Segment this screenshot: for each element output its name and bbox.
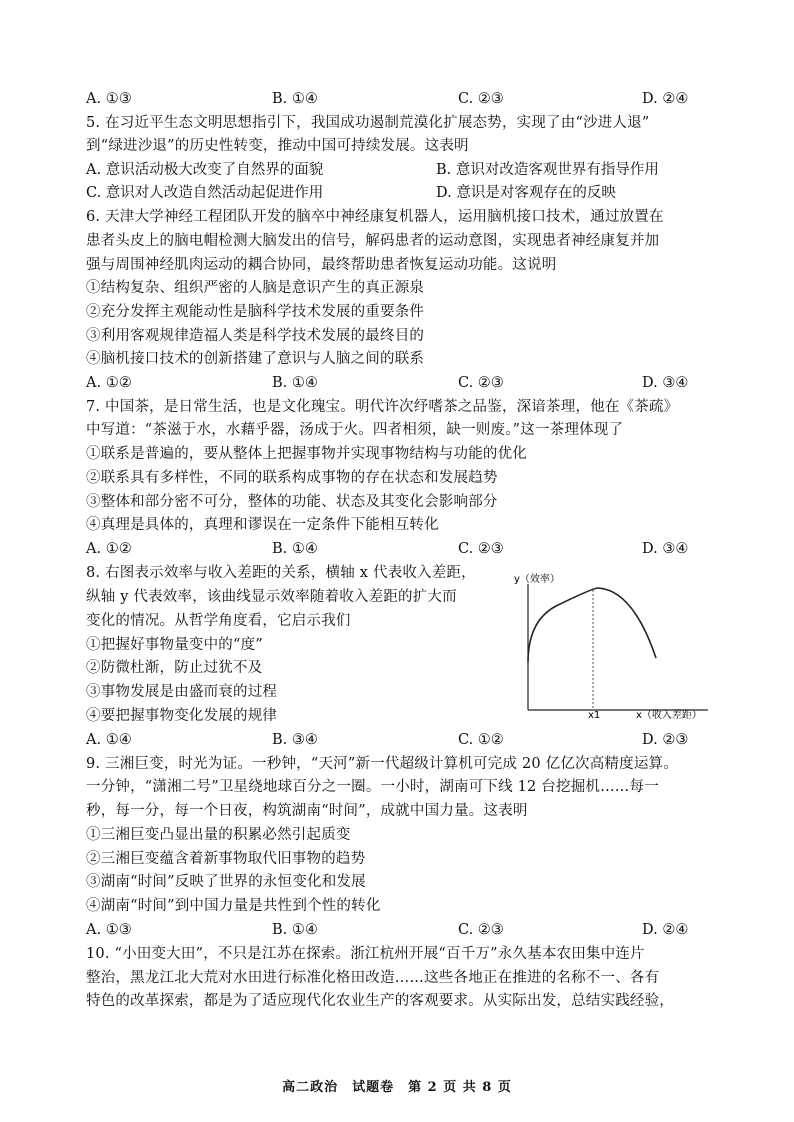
q7-option-b[interactable]: B. ①④: [272, 541, 318, 557]
y-axis-label: y（效率）: [514, 574, 560, 585]
q8-option-b[interactable]: B. ③④: [272, 732, 318, 748]
q5-option-a[interactable]: A. 意识活动极大改变了自然界的面貌: [86, 162, 324, 178]
q4-options: [86, 88, 726, 110]
q6-option-a[interactable]: A. ①②: [86, 375, 132, 391]
q7-item: ①联系是普遍的，要从整体上把握事物并实现事物结构与功能的优化: [86, 446, 527, 462]
q6-stem-line: 6. 天津大学神经工程团队开发的脑卒中神经康复机器人，运用脑机接口技术，通过放置在: [86, 209, 664, 225]
x-axis-label: x（收入差距）: [636, 710, 702, 721]
q10-stem-line: 特色的改革探索，都是为了适应现代化农业生产的客观要求。从实际出发，总结实践经验，: [86, 993, 674, 1009]
q9-item: ②三湘巨变蕴含着新事物取代旧事物的趋势: [86, 851, 366, 867]
q9-stem-line: 9. 三湘巨变，时光为证。一秒钟，“天河”新一代超级计算机可完成 20 亿亿次高精度运算。: [86, 756, 678, 772]
q4-option-d[interactable]: D. ②④: [642, 91, 689, 107]
q9-item: ④湖南“时间”到中国力量是共性到个性的转化: [86, 898, 381, 914]
q9-option-d[interactable]: D. ②④: [642, 922, 689, 938]
q7-stem-line: 中写道：“茶滋于水，水藉乎器，汤成于火。四者相须，缺一则废。”这一茶理体现了: [86, 422, 624, 438]
q7-option-c[interactable]: C. ②③: [458, 541, 504, 557]
q8-option-d[interactable]: D. ②③: [642, 732, 689, 748]
q9-stem-line: 一分钟，“潇湘二号”卫星绕地球百分之一圈。一小时，湖南可下线 12 台挖掘机……每一: [86, 779, 659, 795]
q5-option-b[interactable]: B. 意识对改造客观世界有指导作用: [436, 162, 659, 178]
q8-stem-line: 8. 右图表示效率与收入差距的关系，横轴 x 代表收入差距，: [86, 565, 476, 581]
q5-stem-line: 5. 在习近平生态文明思想指引下，我国成功遏制荒漠化扩展态势，实现了由“沙进人退”: [86, 115, 650, 131]
q9-option-a[interactable]: A. ①③: [86, 922, 132, 938]
q7-option-d[interactable]: D. ③④: [642, 541, 689, 557]
q8-item: ①把握好事物量变中的“度”: [86, 637, 263, 653]
q7-options: [86, 538, 726, 560]
q8-options: [86, 729, 726, 751]
q9-option-b[interactable]: B. ①④: [272, 922, 318, 938]
q10-stem-line: 整治，黑龙江北大荒对水田进行标准化格田改造……这些各地正在推进的名称不一、各有: [86, 970, 660, 986]
q6-stem-line: 患者头皮上的脑电帽检测大脑发出的信号，解码患者的运动意图，实现患者神经康复并加: [86, 233, 660, 249]
efficiency-income-chart: [508, 566, 718, 726]
q7-item: ②联系具有多样性，不同的联系构成事物的存在状态和发展趋势: [86, 470, 498, 486]
q8-item: ②防微杜渐，防止过犹不及: [86, 660, 263, 676]
q6-option-d[interactable]: D. ③④: [642, 375, 689, 391]
q4-option-b[interactable]: B. ①④: [272, 91, 318, 107]
q7-item: ④真理是具体的，真理和谬误在一定条件下能相互转化: [86, 517, 439, 533]
q5-options-row1: [86, 159, 726, 181]
q6-item: ①结构复杂、组织严密的人脑是意识产生的真正源泉: [86, 280, 425, 296]
page-footer: 高二政治 试题卷 第 2 页 共 8 页: [282, 1080, 512, 1095]
q6-item: ④脑机接口技术的创新搭建了意识与人脑之间的联系: [86, 351, 425, 367]
q9-options: [86, 919, 726, 941]
q5-option-c[interactable]: C. 意识对人改造自然活动起促进作用: [86, 185, 324, 201]
q9-item: ①三湘巨变凸显出量的积累必然引起质变: [86, 827, 351, 843]
q5-options-row2: [86, 182, 726, 204]
q6-stem-line: 强与周围神经肌肉运动的耦合协同，最终帮助患者恢复运动功能。这说明: [86, 257, 557, 273]
q8-stem-line: 变化的情况。从哲学角度看，它启示我们: [86, 613, 351, 629]
q7-stem-line: 7. 中国茶，是日常生活，也是文化瑰宝。明代许次纾嗜茶之品鉴，深谙茶理，他在《茶疏》: [86, 399, 679, 415]
x-tick-label: x1: [588, 710, 601, 721]
q9-stem-line: 秒，每一分，每一个日夜，构筑湖南“时间”，成就中国力量。这表明: [86, 803, 528, 819]
q7-option-a[interactable]: A. ①②: [86, 541, 132, 557]
q5-option-d[interactable]: D. 意识是对客观存在的反映: [436, 185, 616, 201]
q8-option-c[interactable]: C. ①②: [458, 732, 504, 748]
q10-stem-line: 10. “小田变大田”，不只是江苏在探索。浙江杭州开展“百千万”永久基本农田集中连片: [86, 946, 645, 962]
q8-stem-line: 纵轴 y 代表效率，该曲线显示效率随着收入差距的扩大而: [86, 589, 457, 605]
q8-item: ④要把握事物变化发展的规律: [86, 708, 278, 724]
efficiency-curve: [528, 588, 656, 662]
q8-option-a[interactable]: A. ①④: [86, 732, 132, 748]
q6-item: ③利用客观规律造福人类是科学技术发展的最终目的: [86, 328, 425, 344]
q4-option-a[interactable]: A. ①③: [86, 91, 132, 107]
q9-item: ③湖南“时间”反映了世界的永恒变化和发展: [86, 874, 366, 890]
q6-options: [86, 372, 726, 394]
q8-item: ③事物发展是由盛而衰的过程: [86, 684, 278, 700]
q5-stem-line: 到“绿进沙退”的历史性转变，推动中国可持续发展。这表明: [86, 138, 469, 154]
q4-option-c[interactable]: C. ②③: [458, 91, 504, 107]
q6-option-c[interactable]: C. ②③: [458, 375, 504, 391]
q6-option-b[interactable]: B. ①④: [272, 375, 318, 391]
q7-item: ③整体和部分密不可分，整体的功能、状态及其变化会影响部分: [86, 494, 498, 510]
q9-option-c[interactable]: C. ②③: [458, 922, 504, 938]
q6-item: ②充分发挥主观能动性是脑科学技术发展的重要条件: [86, 304, 425, 320]
